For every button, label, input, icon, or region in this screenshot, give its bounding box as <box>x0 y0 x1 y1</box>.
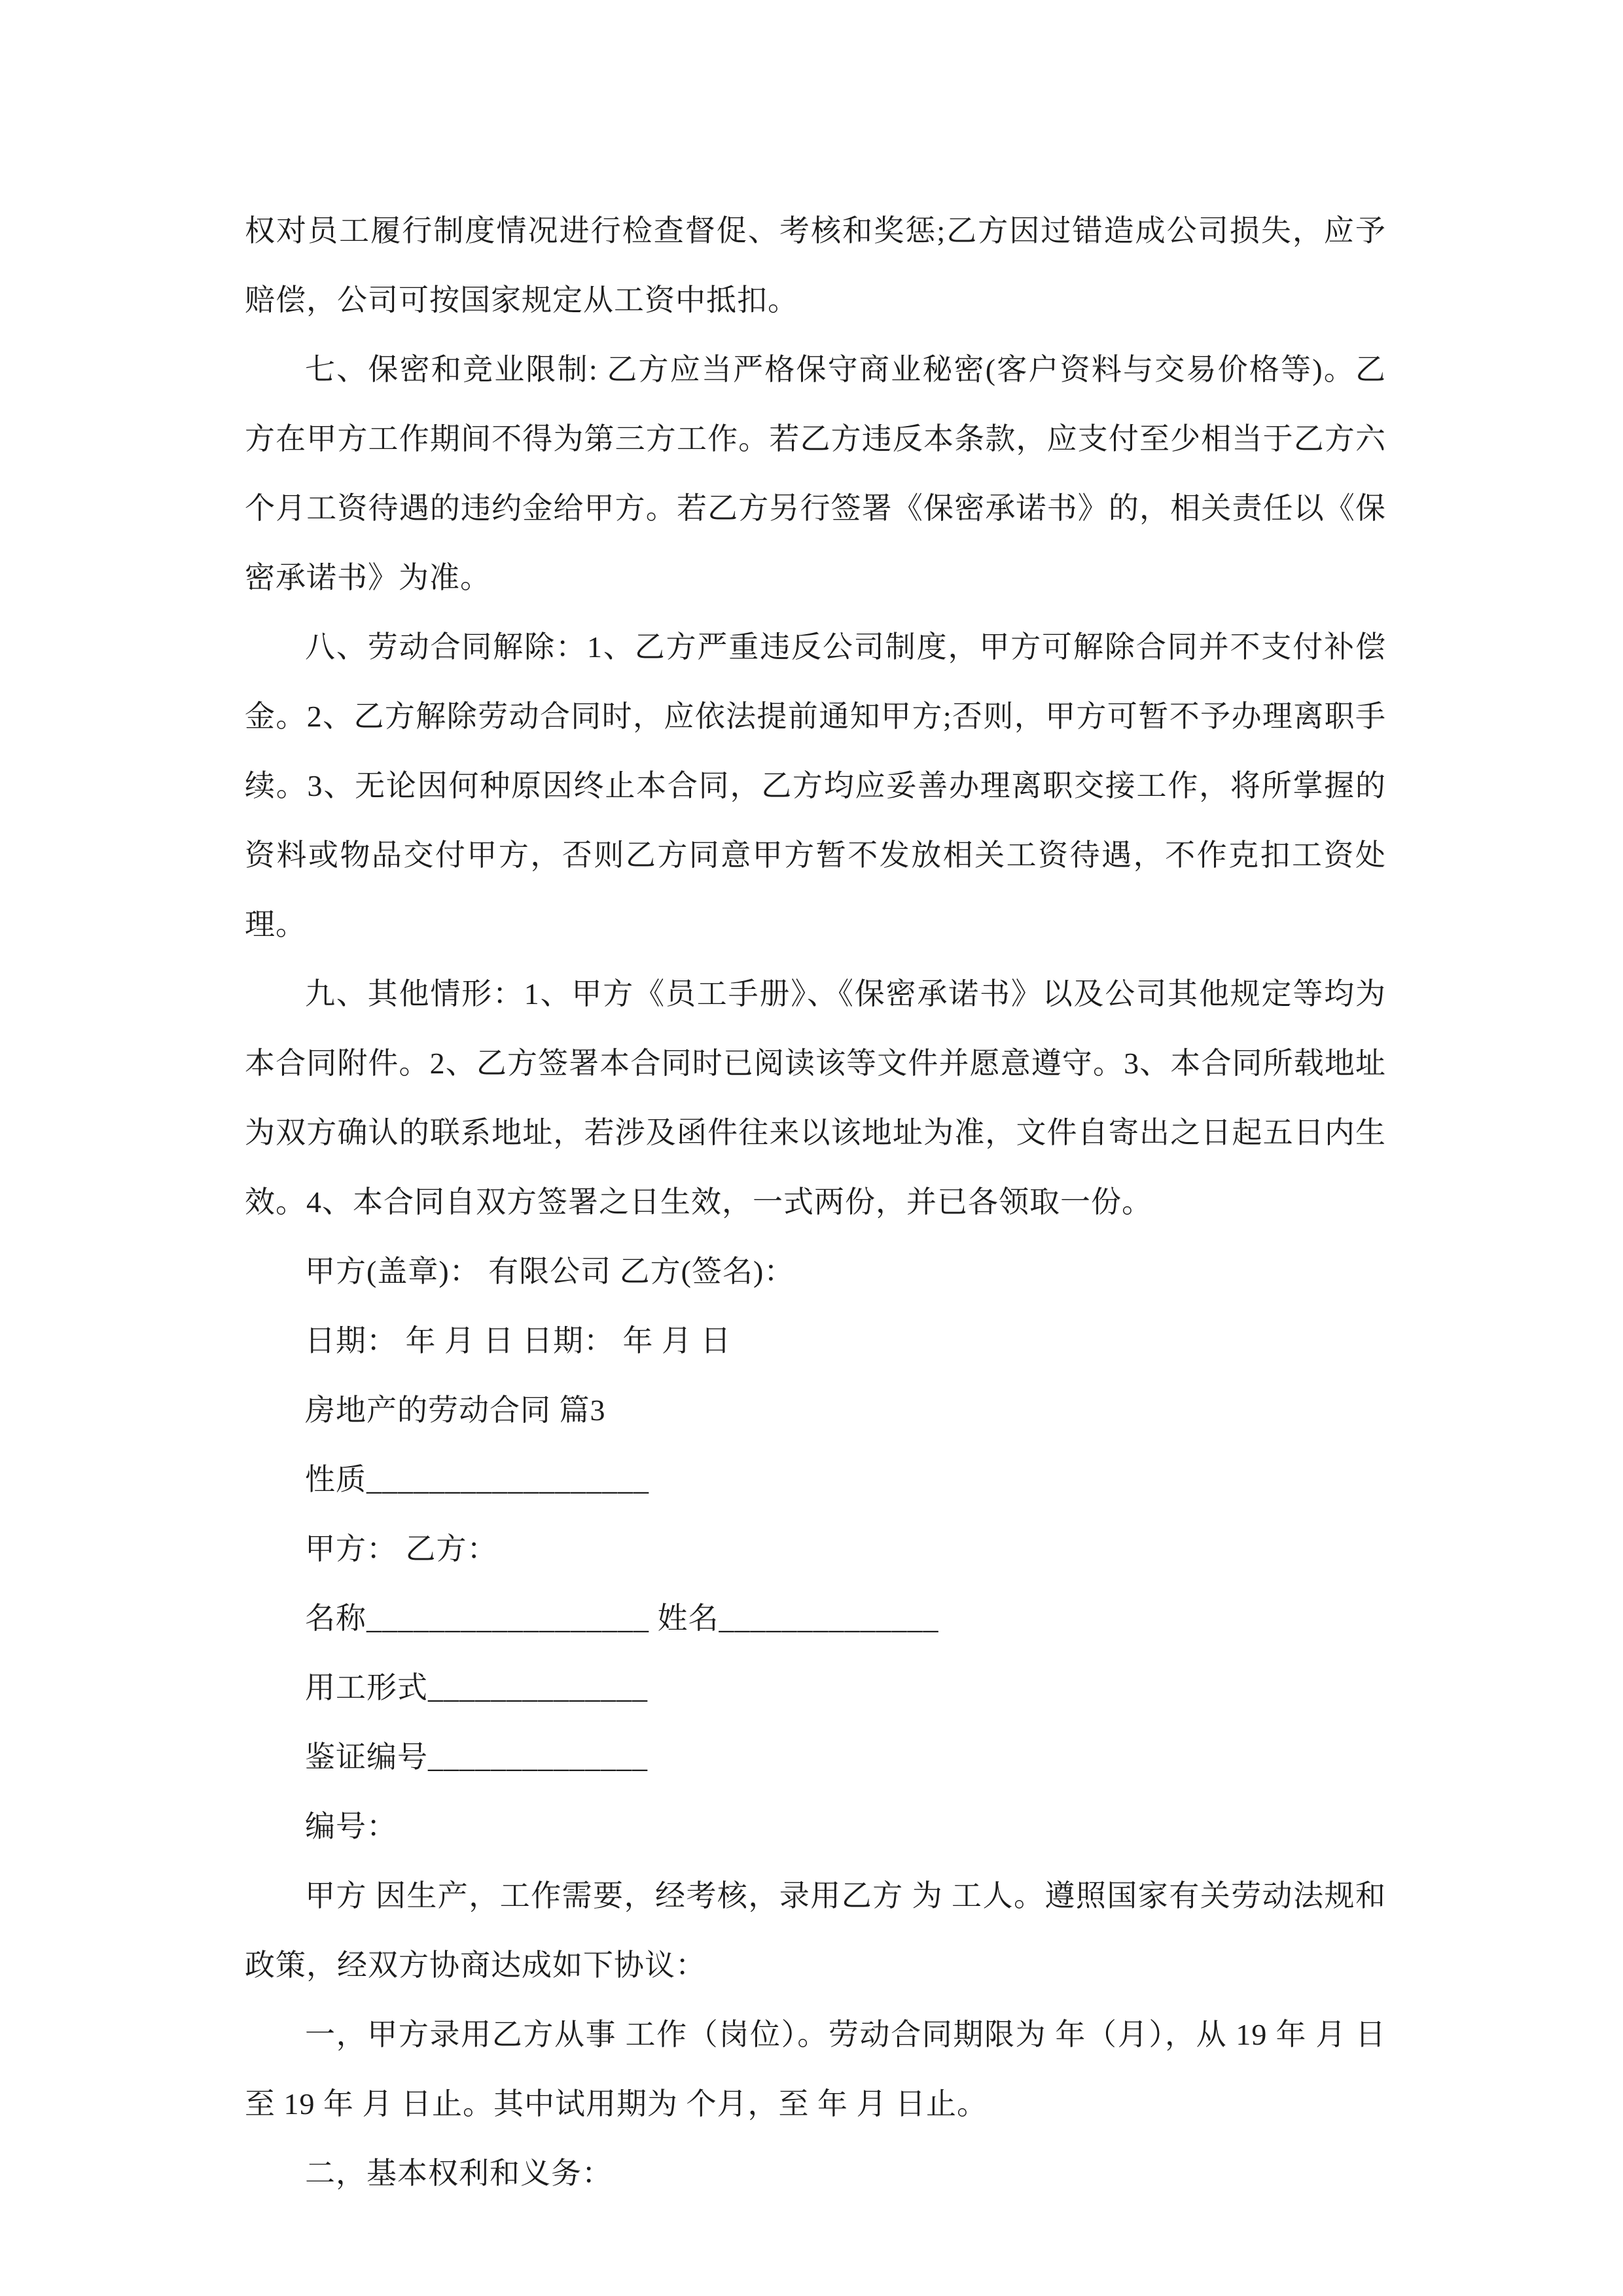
clause-9-other-matters: 九、其他情形：1、甲方《员工手册》、《保密承诺书》以及公司其他规定等均为本合同附件。2、乙方签署本合同时已阅读该等文件并愿意遵守。3、本合同所载地址为双方确认的联系地址，若涉及函件往来以该地址为准，文件自寄出之日起五日内生效。4、本合同自双方签署之日生效，一式两份，并已各领取一份。 <box>245 977 1386 1219</box>
field-number-line: 编号： <box>305 1810 397 1843</box>
intro-paragraph: 甲方 因生产，工作需要，经考核，录用乙方 为 工人。遵照国家有关劳动法规和政策，经双方协商达成如下协议： <box>245 1879 1386 1982</box>
field-name-blanks: 名称__________________ 姓名______________ <box>305 1602 939 1635</box>
field-certificate-no-blank: 鉴证编号______________ <box>305 1740 648 1774</box>
clause-1-employment-term: 一，甲方录用乙方从事 工作（岗位）。劳动合同期限为 年（月），从 19 年 月 日至 19 年 月 日止。其中试用期为 个月，至 年 月 日止。 <box>245 2018 1386 2121</box>
contract-body <box>245 196 1386 2208</box>
paragraph-continuation: 权对员工履行制度情况进行检查督促、考核和奖惩;乙方因过错造成公司损失，应予赔偿，公司可按国家规定从工资中抵扣。 <box>245 214 1386 317</box>
date-line: 日期： 年 月 日 日期： 年 月 日 <box>305 1324 732 1357</box>
field-nature-blank: 性质__________________ <box>305 1463 649 1496</box>
section-title: 房地产的劳动合同 篇3 <box>305 1393 606 1427</box>
clause-2-rights-heading: 二，基本权利和义务： <box>305 2157 613 2190</box>
clause-7-confidentiality: 七、保密和竞业限制: 乙方应当严格保守商业秘密(客户资料与交易价格等)。乙方在甲方工作期间不得为第三方工作。若乙方违反本条款，应支付至少相当于乙方六个月工资待遇的违约金给甲方。若乙方另行签署《保密承诺书》的，相关责任以《保密承诺书》为准。 <box>245 353 1386 594</box>
signature-line: 甲方(盖章)： 有限公司 乙方(签名)： <box>305 1255 795 1288</box>
field-parties-line: 甲方： 乙方： <box>305 1532 498 1566</box>
field-employment-type-blank: 用工形式______________ <box>305 1671 648 1704</box>
clause-8-termination: 八、劳动合同解除：1、乙方严重违反公司制度，甲方可解除合同并不支付补偿金。2、乙方解除劳动合同时，应依法提前通知甲方;否则，甲方可暂不予办理离职手续。3、无论因何种原因终止本合同，乙方均应妥善办理离职交接工作，将所掌握的资料或物品交付甲方，否则乙方同意甲方暂不发放相关工资待遇，不作克扣工资处理。 <box>245 630 1386 941</box>
